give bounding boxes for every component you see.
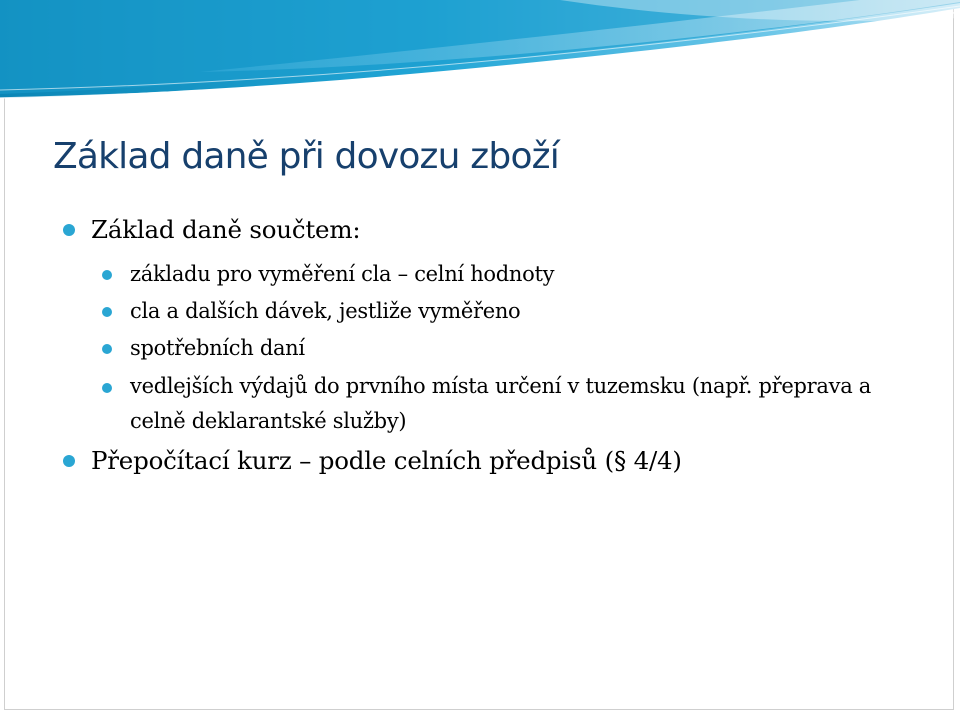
bullet-list	[62, 208, 922, 483]
sub-bullet-item	[62, 256, 922, 293]
sub-bullet-item	[62, 330, 922, 367]
sub-bullet-text: vedlejších výdajů do prvního místa určení v tuzemsku (např. přeprava a celně deklarantské služby)	[130, 374, 872, 433]
sub-bullet-text: základu pro vyměření cla – celní hodnoty	[130, 262, 555, 286]
bullet-item	[62, 208, 922, 252]
bullet-text: Základ daně součtem:	[91, 215, 361, 244]
bullet-icon	[63, 455, 75, 467]
sub-bullet-item	[62, 293, 922, 330]
sub-bullet-item	[62, 369, 922, 439]
bullet-icon	[102, 270, 112, 280]
bullet-text: Přepočítací kurz – podle celních předpisů (§ 4/4)	[91, 446, 682, 475]
bullet-icon	[102, 383, 112, 393]
bullet-icon	[102, 344, 112, 354]
header-wave-banner	[0, 0, 960, 100]
bullet-item	[62, 439, 922, 483]
page-title: Základ daně při dovozu zboží	[53, 136, 559, 177]
sub-bullet-text: spotřebních daní	[130, 336, 305, 360]
bullet-icon	[63, 224, 75, 236]
sub-bullet-text: cla a dalších dávek, jestliže vyměřeno	[130, 299, 521, 323]
bullet-icon	[102, 307, 112, 317]
